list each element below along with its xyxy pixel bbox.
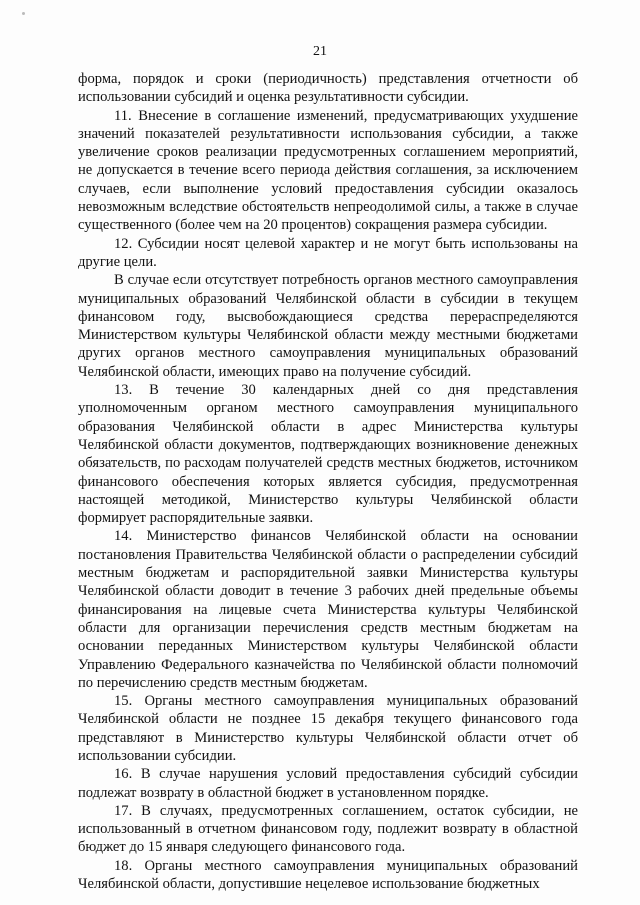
paragraph-11: 11. Внесение в соглашение изменений, предусматривающих ухудшение значений показателей результативности использования субсидии, а также увеличение сроков реализации предусмотренных соглашением мероприятий, не допускается в течение всего периода действия соглашения, за исключением случаев, если выполнение условий предоставления субсидии оказалось невозможным вследствие обстоятельств непреодолимой силы, а также в случае существенного (более чем на 20 процентов) сокращения размера субсидии. [78, 107, 578, 234]
paragraph-12: 12. Субсидии носят целевой характер и не могут быть использованы на другие цели. [78, 235, 578, 270]
body-text [78, 70, 578, 893]
paragraph-16: 16. В случае нарушения условий предоставления субсидий субсидии подлежат возврату в областной бюджет в установленном порядке. [78, 766, 578, 801]
paragraph-12-continued: В случае если отсутствует потребность органов местного самоуправления муниципальных образований Челябинской области в субсидии в текущем финансовом году, высвобождающиеся средства перераспределяются Министерством культуры Челябинской области между местными бюджетами других органов местного самоуправления муниципальных образований Челябинской области, имеющих право на получение субсидий. [78, 272, 578, 380]
paragraph-15: 15. Органы местного самоуправления муниципальных образований Челябинской области не позднее 15 декабря текущего финансового года представляют в Министерство культуры Челябинской области отчет об использовании субсидии. [78, 693, 578, 764]
paragraph-13: 13. В течение 30 календарных дней со дня представления уполномоченным органом местного самоуправления муниципального образования Челябинской области в адрес Министерства культуры Челябинской области документов, подтверждающих возникновение денежных обязательств, по расходам получателей средств местных бюджетов, источником финансового обеспечения которых является субсидия, предусмотренная настоящей методикой, Министерство культуры Челябинской области формирует распорядительные заявки. [78, 382, 578, 527]
paragraph-continuation: форма, порядок и сроки (периодичность) представления отчетности об использовании субсидий и оценка результативности субсидии. [78, 71, 578, 106]
paragraph-14: 14. Министерство финансов Челябинской области на основании постановления Правительства Челябинской области о распределении субсидий местным бюджетам и распорядительной заявки Министерства культуры Челябинской области доводит в течение 3 рабочих дней предельные объемы финансирования на лицевые счета Министерства культуры Челябинской области для организации перечисления средств местным бюджетам на основании переданных Министерством культуры Челябинской области Управлению Федерального казначейства по Челябинской области полномочий по перечислению средств местным бюджетам. [78, 528, 578, 691]
scan-speck [22, 12, 25, 15]
page-number: 21 [313, 44, 327, 59]
paragraph-18: 18. Органы местного самоуправления муниципальных образований Челябинской области, допустившие нецелевое использование бюджетных [78, 857, 578, 893]
paragraph-17: 17. В случаях, предусмотренных соглашением, остаток субсидии, не использованный в отчетном финансовом году, подлежит возврату в областной бюджет до 15 января следующего финансового года. [78, 802, 578, 856]
